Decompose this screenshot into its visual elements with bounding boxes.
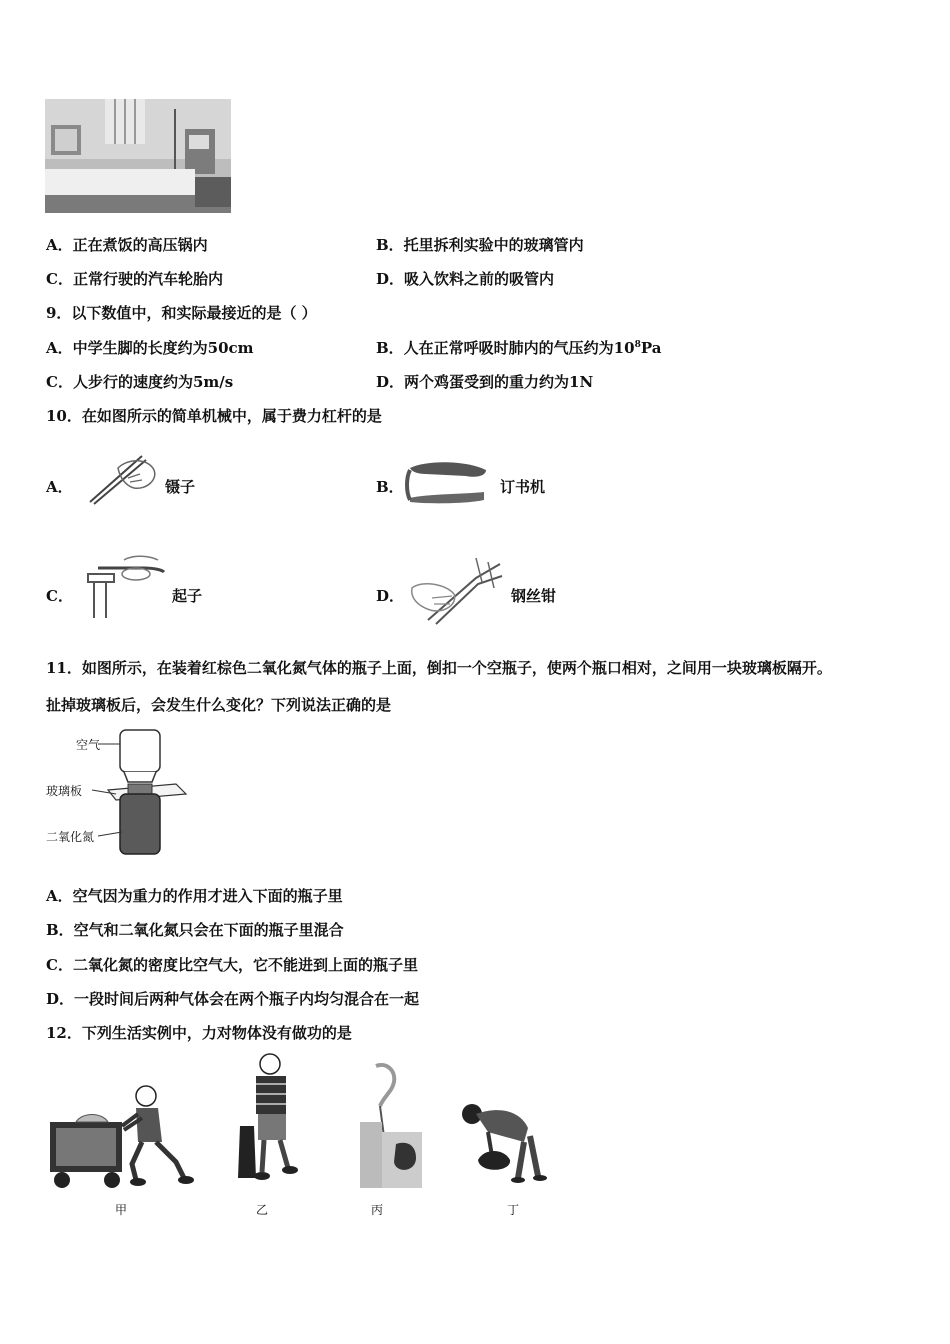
q10-option-d-letter[interactable]: D． (376, 587, 405, 605)
fig-label-glass-plate: 玻璃板 (46, 784, 83, 798)
child-lifting-heavy-image (458, 1102, 548, 1182)
q10-option-b-letter[interactable]: B． (376, 478, 404, 496)
q9-option-a[interactable]: A．中学生脚的长度约为50cm (46, 339, 254, 357)
q10-stem: 10．在如图所示的简单机械中，属于费力杠杆的是 (46, 407, 382, 425)
q8-option-c[interactable]: C．正常行驶的汽车轮胎内 (46, 270, 223, 288)
q11-option-d[interactable]: D．一段时间后两种气体会在两个瓶子内均匀混合在一起 (46, 990, 420, 1008)
caption-bing: 丙 (371, 1203, 384, 1217)
caption-ding: 丁 (507, 1203, 520, 1217)
lifting-bucket-image (356, 1062, 426, 1192)
q9-option-b-prefix: B．人在正常呼吸时肺内的气压约为10 (376, 339, 635, 357)
q11-option-a[interactable]: A．空气因为重力的作用才进入下面的瓶子里 (46, 887, 343, 905)
caption-jia: 甲 (115, 1203, 128, 1217)
q9-option-b-exponent: 8 (634, 340, 641, 350)
fig-label-air: 空气 (76, 738, 101, 752)
q9-option-c[interactable]: C．人步行的速度约为5m/s (46, 373, 234, 391)
tweezers-image (84, 448, 164, 506)
q10-option-b-label: 订书机 (500, 478, 546, 496)
q9-option-b-suffix: Pa (640, 339, 662, 357)
q11-stem-line2: 扯掉玻璃板后，会发生什么变化？下列说法正确的是 (46, 696, 392, 714)
bottle-opener-image (84, 552, 168, 620)
wire-pliers-image (406, 558, 506, 628)
q11-option-c[interactable]: C．二氧化氮的密度比空气大，它不能进到上面的瓶子里 (46, 956, 418, 974)
q11-option-b[interactable]: B．空气和二氧化氮只会在下面的瓶子里混合 (46, 921, 344, 939)
q9-option-b[interactable] (376, 338, 661, 358)
caption-yi: 乙 (256, 1203, 269, 1217)
gas-diffusion-figure (46, 726, 196, 858)
q12-stem: 12．下列生活实例中，力对物体没有做功的是 (46, 1024, 352, 1042)
q8-option-b[interactable]: B．托里拆利实验中的玻璃管内 (376, 236, 584, 254)
q8-option-d[interactable]: D．吸入饮料之前的吸管内 (376, 270, 555, 288)
q10-option-c-label: 起子 (172, 587, 203, 605)
child-carrying-bag-image (236, 1052, 306, 1182)
child-pushing-cart-image (46, 1082, 196, 1192)
stapler-image (406, 458, 490, 506)
q8-option-a[interactable]: A．正在煮饭的高压锅内 (46, 236, 208, 254)
fig-label-no2: 二氧化氮 (46, 830, 95, 844)
q9-stem: 9．以下数值中，和实际最接近的是（ ） (46, 304, 317, 322)
q10-option-c-letter[interactable]: C． (46, 587, 73, 605)
q10-option-a-label: 镊子 (165, 478, 196, 496)
q9-option-d[interactable]: D．两个鸡蛋受到的重力约为1N (376, 373, 594, 391)
q10-option-a-letter[interactable]: A． (46, 478, 73, 496)
hospital-room-photo (45, 99, 231, 213)
q11-stem-line1: 11．如图所示，在装着红棕色二氧化氮气体的瓶子上面，倒扣一个空瓶子，使两个瓶口相对，之间用一块玻璃板隔开。 (46, 659, 832, 677)
q10-option-d-label: 钢丝钳 (511, 587, 557, 605)
